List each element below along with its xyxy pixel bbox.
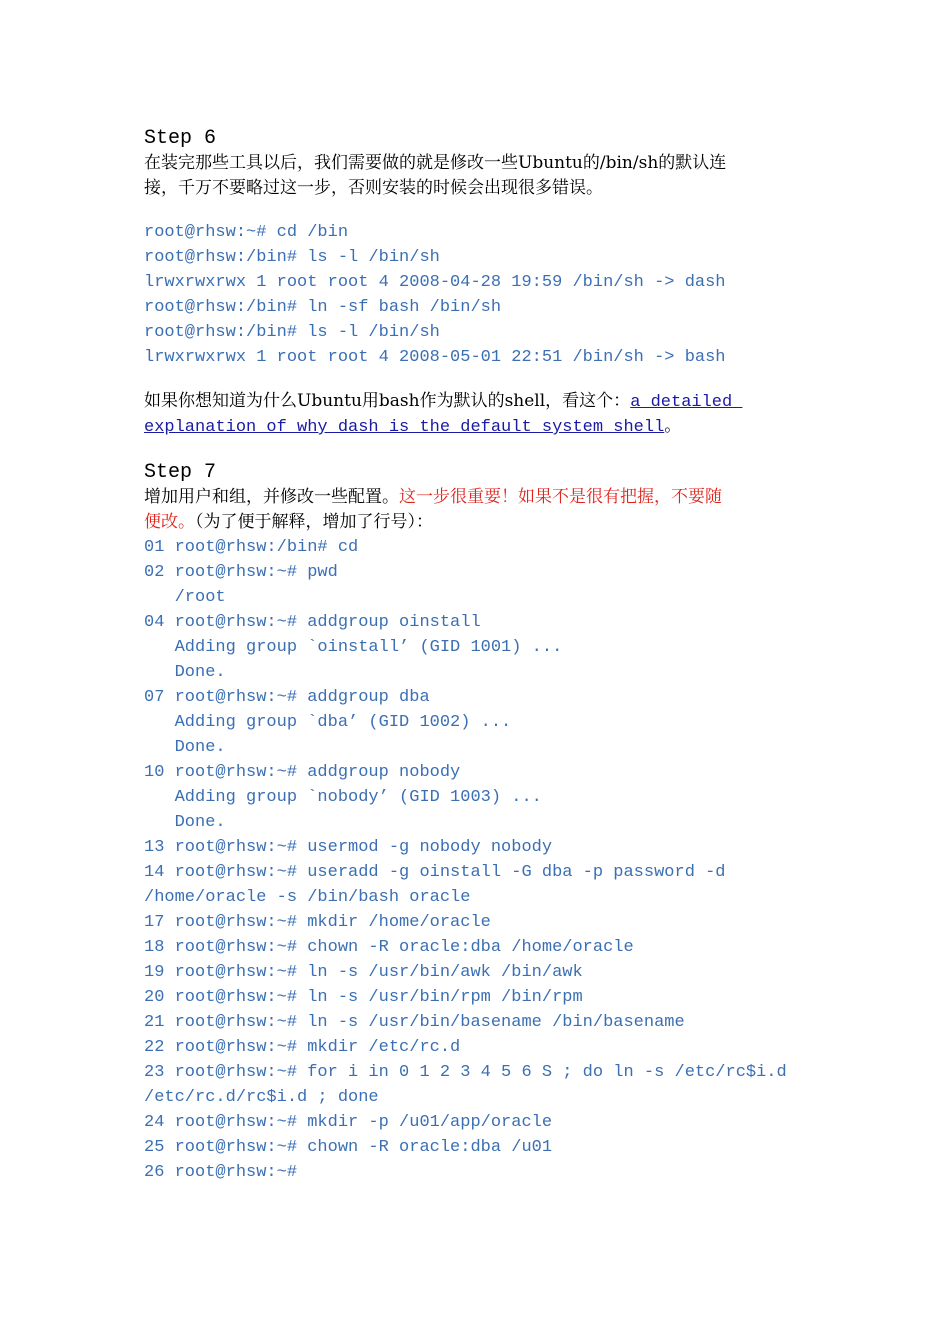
- step7-output-line: Adding group `nobody’ (GID 1003) ...: [144, 788, 542, 807]
- step6-heading: Step 6: [144, 127, 217, 150]
- step7-command-line: 21 root@rhsw:~# ln -s /usr/bin/basename /bin/basename: [144, 1013, 685, 1032]
- dash-explanation-link[interactable]: a detailed: [630, 393, 743, 412]
- step7-output-line: Done.: [144, 663, 226, 682]
- step7-output-line: Done.: [144, 813, 226, 832]
- step7-output-line: Adding group `dba’ (GID 1002) ...: [144, 713, 512, 732]
- dash-explanation-link-continued[interactable]: explanation of why dash is the default system shell: [144, 418, 665, 437]
- step6-command-line: root@rhsw:/bin# ln -sf bash /bin/sh: [144, 298, 502, 317]
- step7-command-line: 22 root@rhsw:~# mkdir /etc/rc.d: [144, 1038, 461, 1057]
- shell-note-line1: [144, 389, 804, 414]
- step7-note-text: （为了便于解释，增加了行号）：: [195, 512, 433, 532]
- step7-command-line: 25 root@rhsw:~# chown -R oracle:dba /u01: [144, 1138, 553, 1157]
- step6-command-line: lrwxrwxrwx 1 root root 4 2008-04-28 19:59 /bin/sh -> dash: [144, 273, 726, 292]
- shell-note-text: 如果你想知道为什么Ubuntu用bash作为默认的shell，看这个：: [144, 391, 631, 411]
- step7-command-line: 01 root@rhsw:/bin# cd: [144, 538, 359, 557]
- shell-note-line2: [144, 414, 804, 439]
- step6-command-line: lrwxrwxrwx 1 root root 4 2008-05-01 22:51 /bin/sh -> bash: [144, 348, 726, 367]
- step7-output-line: /root: [144, 588, 226, 607]
- step7-warning-text: 这一步很重要！如果不是很有把握，不要随: [399, 487, 722, 507]
- step7-intro-text: 增加用户和组，并修改一些配置。: [144, 487, 399, 507]
- step7-command-line: 20 root@rhsw:~# ln -s /usr/bin/rpm /bin/rpm: [144, 988, 583, 1007]
- step6-command-line: root@rhsw:~# cd /bin: [144, 223, 349, 242]
- step6-paragraph-line2: 接，千万不要略过这一步，否则安装的时候会出现很多错误。: [144, 178, 603, 198]
- step6-paragraph-line1: 在装完那些工具以后，我们需要做的就是修改一些Ubuntu的/bin/sh的默认连: [144, 153, 727, 173]
- step7-command-line: 02 root@rhsw:~# pwd: [144, 563, 338, 582]
- step7-command-line: 17 root@rhsw:~# mkdir /home/oracle: [144, 913, 491, 932]
- step7-output-line: Done.: [144, 738, 226, 757]
- step6-command-line: root@rhsw:/bin# ls -l /bin/sh: [144, 323, 440, 342]
- step7-command-line: 26 root@rhsw:~#: [144, 1163, 298, 1182]
- document-page: [144, 126, 804, 1185]
- shell-note-suffix: 。: [664, 416, 682, 436]
- step7-command-line: 19 root@rhsw:~# ln -s /usr/bin/awk /bin/awk: [144, 963, 583, 982]
- step7-command-continuation: /home/oracle -s /bin/bash oracle: [144, 888, 471, 907]
- step6-command-line: root@rhsw:/bin# ls -l /bin/sh: [144, 248, 440, 267]
- step7-heading: Step 7: [144, 461, 217, 484]
- step7-command-line: 24 root@rhsw:~# mkdir -p /u01/app/oracle: [144, 1113, 553, 1132]
- step7-output-line: Adding group `oinstall’ (GID 1001) ...: [144, 638, 563, 657]
- step7-paragraph-line1: [144, 485, 804, 510]
- step7-command-line: 07 root@rhsw:~# addgroup dba: [144, 688, 430, 707]
- step7-command-line: 23 root@rhsw:~# for i in 0 1 2 3 4 5 6 S ; do ln -s /etc/rc$i.d: [144, 1063, 787, 1082]
- step7-warning-text-continued: 便改。: [144, 512, 195, 532]
- step7-command-continuation: /etc/rc.d/rc$i.d ; done: [144, 1088, 379, 1107]
- step7-command-line: 13 root@rhsw:~# usermod -g nobody nobody: [144, 838, 553, 857]
- step7-command-line: 04 root@rhsw:~# addgroup oinstall: [144, 613, 481, 632]
- step7-command-line: 18 root@rhsw:~# chown -R oracle:dba /home/oracle: [144, 938, 634, 957]
- step7-paragraph-line2: [144, 510, 804, 535]
- step7-command-line: 10 root@rhsw:~# addgroup nobody: [144, 763, 461, 782]
- step7-command-line: 14 root@rhsw:~# useradd -g oinstall -G dba -p password -d: [144, 863, 726, 882]
